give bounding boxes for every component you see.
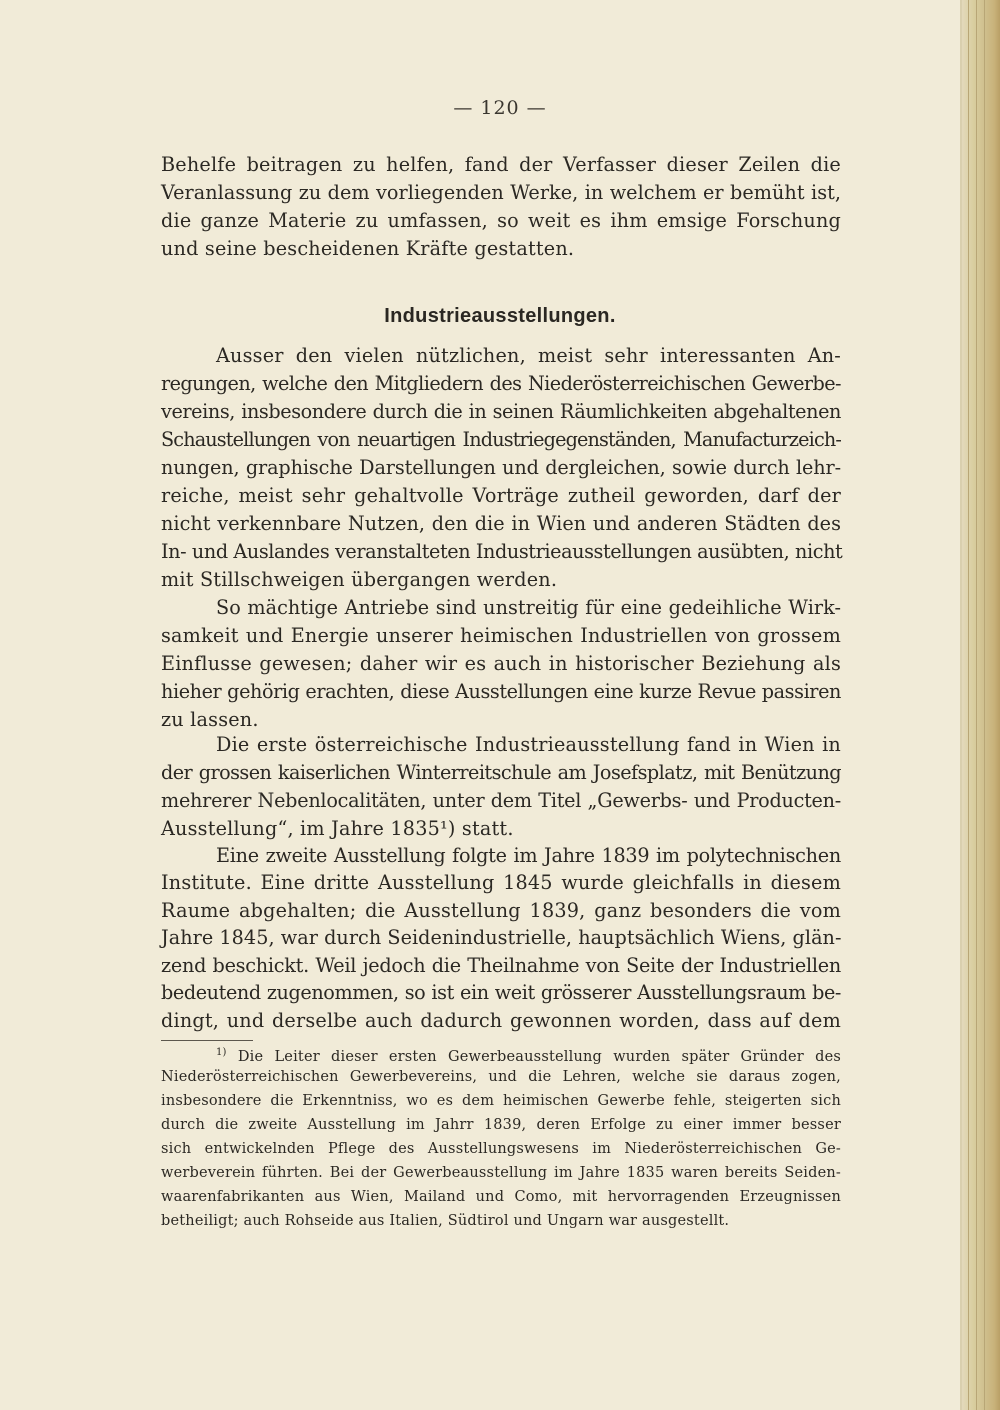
footnote-text: Die Leiter dieser ersten Gewerbeausstellung wurden später Gründer des (237, 1048, 842, 1065)
footnote-line: durch die zweite Ausstellung im Jahrr 1839, deren Erfolge zu einer immer besser (161, 1117, 841, 1133)
text-line: samkeit und Energie unserer heimischen Industriellen von grossem (161, 624, 841, 647)
text-line: bedeutend zugenommen, so ist ein weit grösserer Ausstellungsraum be- (161, 981, 841, 1004)
text-line: mit Stillschweigen übergangen werden. (161, 568, 558, 591)
text-line: reiche, meist sehr gehaltvolle Vorträge zutheil geworden, darf der (161, 484, 841, 507)
text-line: zend beschickt. Weil jedoch die Theilnahme von Seite der Industriellen (161, 954, 841, 977)
footnote-line: betheiligt; auch Rohseide aus Italien, Südtirol und Ungarn war ausgestellt. (161, 1213, 730, 1229)
footnote-line: waarenfabrikanten aus Wien, Mailand und Como, mit hervorragenden Erzeugnissen (161, 1189, 841, 1205)
section-heading: Industrieausstellungen. (384, 305, 616, 327)
page-edge-line (968, 0, 969, 1410)
footnote-line: Niederösterreichischen Gewerbevereins, und die Lehren, welche sie daraus zogen, (161, 1069, 841, 1085)
text-line: die ganze Materie zu umfassen, so weit es ihm emsige Forschung (161, 209, 841, 232)
footnote-line: sich entwickelnden Pflege des Ausstellungswesens im Niederösterreichischen Ge- (161, 1141, 841, 1157)
text-line: Jahre 1845, war durch Seidenindustrielle, hauptsächlich Wiens, glän- (161, 926, 842, 949)
text-line: und seine bescheidenen Kräfte gestatten. (161, 237, 575, 260)
footnote-line (216, 1041, 841, 1065)
text-line: Die erste österreichische Industrieausstellung fand in Wien in (216, 733, 841, 756)
text-line: Institute. Eine dritte Ausstellung 1845 wurde gleichfalls in diesem (161, 871, 841, 894)
text-line: dingt, und derselbe auch dadurch gewonnen worden, dass auf dem (161, 1009, 841, 1032)
text-line: Ausstellung“, im Jahre 1835¹) statt. (161, 817, 514, 840)
text-line: nungen, graphische Darstellungen und dergleichen, sowie durch lehr- (161, 456, 841, 479)
text-line: Ausser den vielen nützlichen, meist sehr interessanten An- (216, 344, 841, 367)
text-line: Behelfe beitragen zu helfen, fand der Verfasser dieser Zeilen die (161, 153, 841, 176)
text-line: mehrerer Nebenlocalitäten, unter dem Titel „Gewerbs- und Producten- (161, 789, 841, 812)
footnote-marker: 1) (216, 1047, 227, 1058)
text-line: Veranlassung zu dem vorliegenden Werke, in welchem er bemüht ist, (161, 181, 841, 204)
page-number: — 120 — (453, 97, 547, 119)
page-edge-line (976, 0, 977, 1410)
text-line: regungen, welche den Mitgliedern des Niederösterreichischen Gewerbe- (161, 372, 841, 395)
text-line: Einflusse gewesen; daher wir es auch in historischer Beziehung als (161, 652, 841, 675)
text-line: vereins, insbesondere durch die in seinen Räumlichkeiten abgehaltenen (161, 400, 841, 423)
page-edge-line (984, 0, 985, 1410)
text-line: So mächtige Antriebe sind unstreitig für eine gedeihliche Wirk- (216, 596, 841, 619)
text-line: hieher gehörig erachten, diese Ausstellungen eine kurze Revue passiren (161, 680, 841, 703)
text-line: zu lassen. (161, 708, 259, 731)
footnote-line: werbeverein führten. Bei der Gewerbeausstellung im Jahre 1835 waren bereits Seiden- (161, 1165, 841, 1181)
text-line: Raume abgehalten; die Ausstellung 1839, ganz besonders die vom (161, 899, 841, 922)
text-line: Eine zweite Ausstellung folgte im Jahre 1839 im polytechnischen (216, 844, 841, 867)
text-line: nicht verkennbare Nutzen, den die in Wien und anderen Städten des (161, 512, 841, 535)
footnote-line: insbesondere die Erkenntniss, wo es dem heimischen Gewerbe fehle, steigerten sich (161, 1093, 841, 1109)
page-edge (962, 0, 1000, 1410)
text-line: der grossen kaiserlichen Winterreitschule am Josefsplatz, mit Benützung (161, 761, 841, 784)
text-line: In- und Auslandes veranstalteten Industrieausstellungen ausübten, nicht (161, 540, 843, 563)
text-line: Schaustellungen von neuartigen Industriegegenständen, Manufacturzeich- (161, 428, 841, 451)
